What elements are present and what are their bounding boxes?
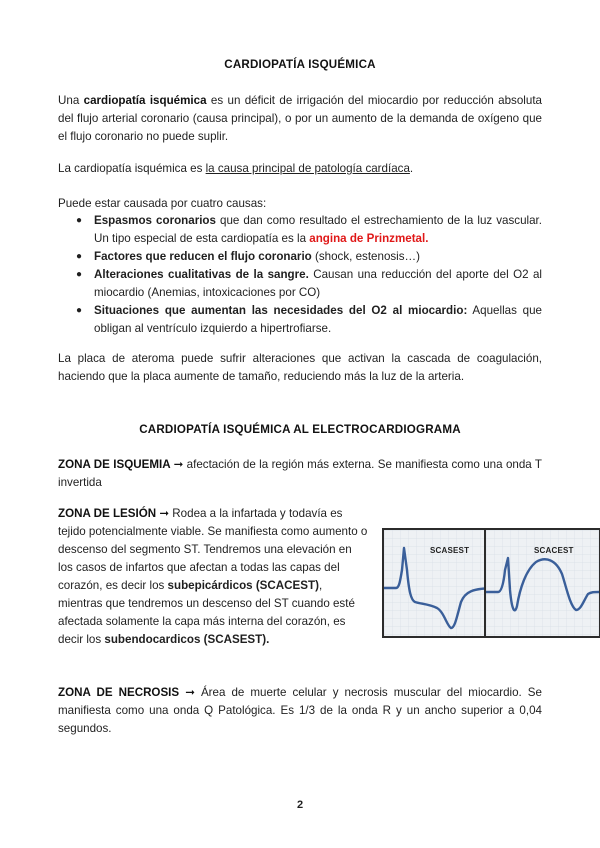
cause-bold: Alteraciones cualitativas de la sangre. xyxy=(94,268,309,281)
intro-term: cardiopatía isquémica xyxy=(83,94,207,107)
main-cause-paragraph xyxy=(58,160,542,178)
main-cause-pre: La cardiopatía isquémica es xyxy=(58,162,206,175)
cause-item xyxy=(58,302,542,338)
intro-paragraph xyxy=(58,92,542,146)
main-cause-link: la causa principal de patología cardíaca xyxy=(205,162,410,175)
arrow-icon: ➞ xyxy=(170,458,187,471)
lesion-subepicardicos: subepicárdicos (SCACEST) xyxy=(167,579,319,592)
lesion-text-2: , mientras que tendremos un descenso del ST cuando esté afectada solamente la capa más interna del corazón, es decir los xyxy=(58,579,355,646)
ecg-image-st-elevation xyxy=(484,528,600,638)
cause-text: Causan una reducción del aporte del O2 al miocardio (Anemias, intoxicaciones por CO) xyxy=(94,268,542,299)
document-page xyxy=(58,0,574,848)
intro-post: es un déficit de irrigación del miocardio por reducción absoluta del flujo arterial coronario (causa principal), o por un aumento de la demanda de oxígeno que el flujo coronario no puede suplir. xyxy=(58,94,542,143)
necrosis-paragraph xyxy=(58,684,542,738)
page-number: 2 xyxy=(296,799,304,811)
intro-pre: Una xyxy=(58,94,84,107)
cause-text: que dan como resultado el estrechamiento de la luz vascular. Un tipo especial de esta cardiopatía es la xyxy=(94,214,542,245)
cause-text: Aquellas que obligan al ventrículo izquierdo a hipertrofiarse. xyxy=(94,304,542,335)
cause-item xyxy=(58,266,542,302)
lesion-subendocardicos: subendocardicos (SCASEST). xyxy=(104,633,270,646)
necrosis-text: Área de muerte celular y necrosis muscular del miocardio. Se manifiesta como una onda Q Patológica. Es 1/3 de la onda R y un ancho superior a 0,04 segundos. xyxy=(58,686,542,735)
cause-bold: Factores que reducen el flujo coronario xyxy=(94,250,312,263)
ecg-label-scasest: SCASEST xyxy=(430,546,470,555)
plaque-paragraph: La placa de ateroma puede sufrir alteraciones que activan la cascada de coagulación, haciendo que la placa aumente de tamaño, reduciendo más la luz de la arteria. xyxy=(58,352,542,383)
bullet-icon: ● xyxy=(76,269,83,280)
main-cause-post: . xyxy=(409,162,414,175)
lesion-text-1: Rodea a la infartada y todavía es tejido potencialmente viable. Se manifiesta como aumento o descenso del segmento ST. Tendremos una elevación en los casos de infartos que afectan a todas las capas del corazón, es decir los xyxy=(58,507,368,592)
ischemia-text: afectación de la región más externa. Se manifiesta como una onda T invertida xyxy=(58,458,542,489)
bullet-icon: ● xyxy=(76,305,83,316)
lesion-paragraph xyxy=(58,505,368,649)
ischemia-paragraph xyxy=(58,456,542,492)
ecg-label-scacest: SCACEST xyxy=(534,546,574,555)
cause-bold: Espasmos coronarios xyxy=(94,214,216,227)
ecg-section-title: CARDIOPATÍA ISQUÉMICA AL ELECTROCARDIOGRAMA xyxy=(139,423,461,436)
causes-intro: Puede estar causada por cuatro causas: xyxy=(58,197,267,210)
arrow-icon: ➞ xyxy=(179,686,201,699)
document-title: CARDIOPATÍA ISQUÉMICA xyxy=(224,58,376,71)
causes-list xyxy=(58,212,542,338)
necrosis-label: ZONA DE NECROSIS xyxy=(58,686,180,699)
bullet-icon: ● xyxy=(76,215,83,226)
ecg-image-st-depression xyxy=(382,528,499,638)
cause-bold: Situaciones que aumentan las necesidades del O2 al miocardio: xyxy=(94,304,468,317)
arrow-icon: ➞ xyxy=(156,507,173,520)
cause-highlight: angina de Prinzmetal. xyxy=(309,232,429,245)
cause-item xyxy=(58,212,542,248)
bullet-icon: ● xyxy=(76,251,83,262)
cause-text: (shock, estenosis…) xyxy=(311,250,421,263)
lesion-label: ZONA DE LESIÓN xyxy=(58,507,157,520)
cause-item xyxy=(58,248,542,266)
ischemia-label: ZONA DE ISQUEMIA xyxy=(58,458,171,471)
